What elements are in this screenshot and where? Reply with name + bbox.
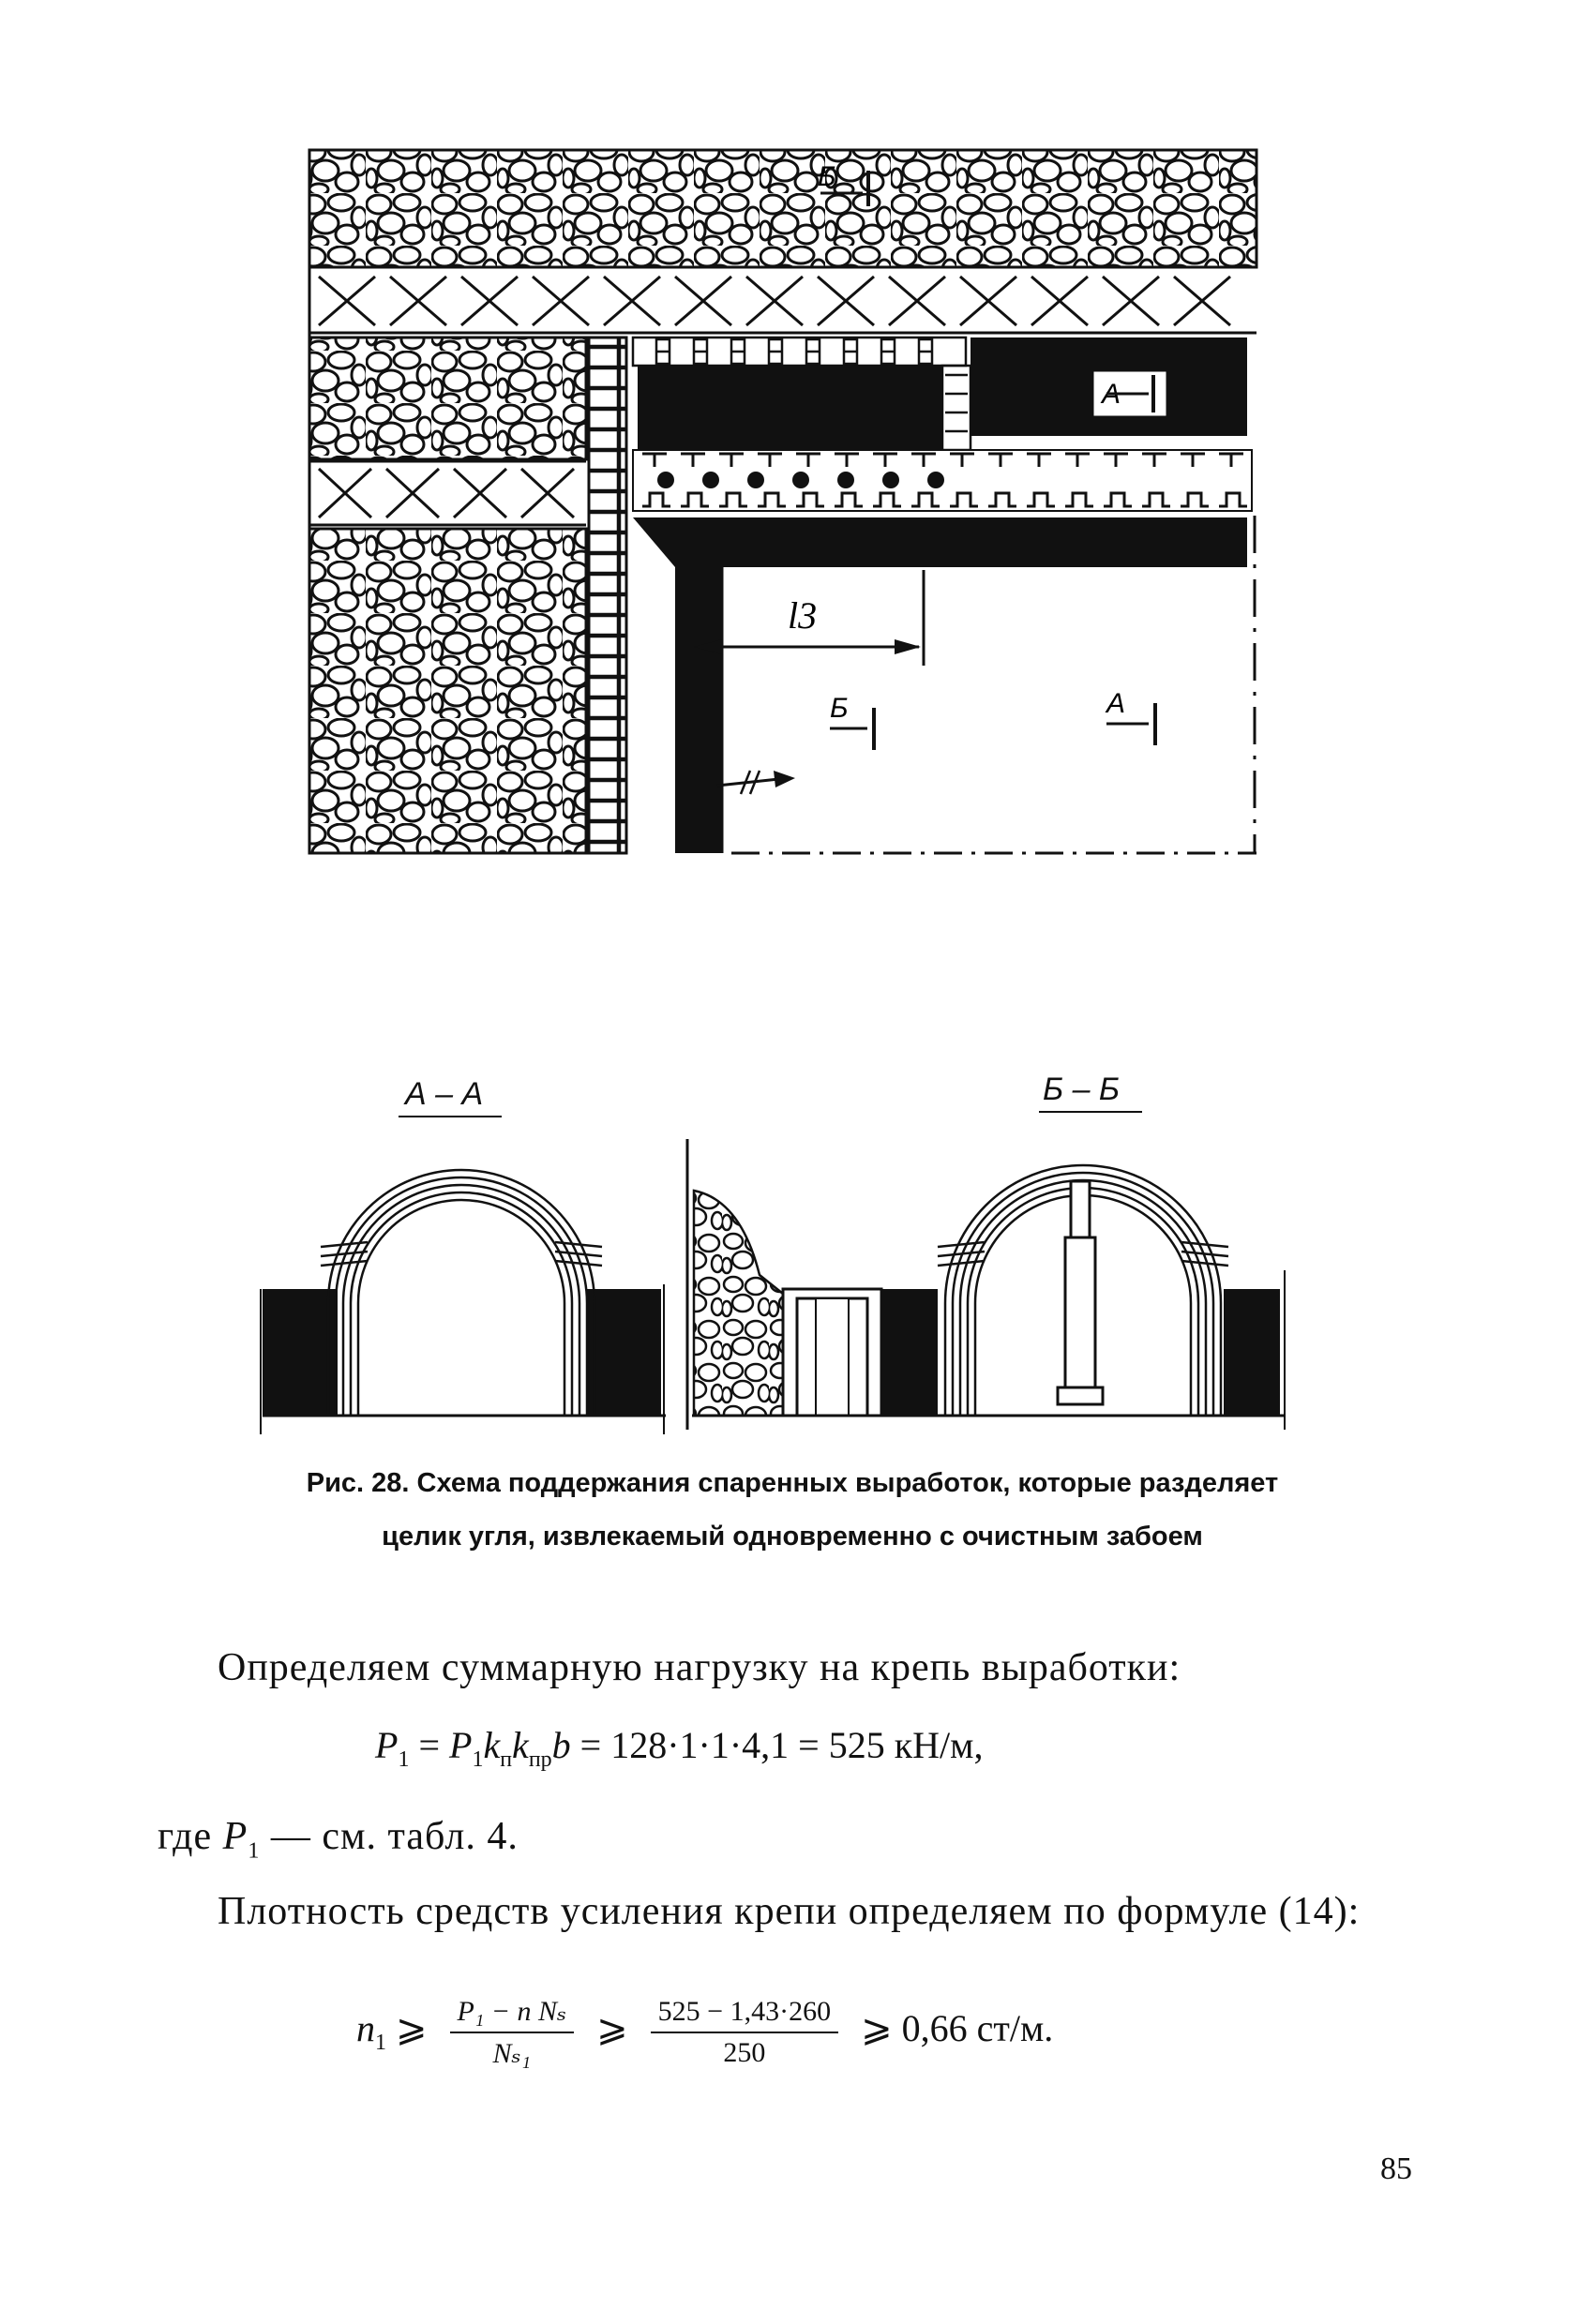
formula1-lhs: P xyxy=(375,1724,399,1766)
plan-label-b-lower: Б xyxy=(830,693,849,724)
where-rest: — см. табл. 4. xyxy=(270,1815,519,1858)
where-word: где xyxy=(158,1815,213,1858)
plan-label-a-top: А xyxy=(1102,379,1121,410)
brick-pillar xyxy=(589,337,626,853)
fraction-numeric-num: 525 − 1,43·260 xyxy=(651,1996,838,2033)
plan-label-b-upper: Б xyxy=(818,161,836,192)
section-bb-label: Б – Б xyxy=(1043,1072,1121,1107)
formula-total-load: $P_1 = P_1k_пk_{пр}b = 128\cdot 1\cdot 1\cdot 4,1 = 525$ кН/м, xyxy=(375,1724,984,1772)
formula-density: $n_1$ ⩾ $\frac{\text{P₁ − n Nₛ}}{\text{Nₛ₁}}$ ⩾ $\frac{525 - 1,43\cdot 260}{250}$ ⩾ 0,66 ст/м. xyxy=(356,1996,1054,2069)
crossed-band-left xyxy=(309,461,586,525)
fraction-symbolic-den: Nₛ₁ xyxy=(492,2038,532,2069)
fraction-symbolic xyxy=(450,1995,575,2070)
paragraph-total-load: Определяем суммарную нагрузку на крепь выработки: xyxy=(218,1646,1181,1689)
dimension-l3-label: l3 xyxy=(788,594,818,637)
plan-label-a-lower: А xyxy=(1106,688,1126,719)
rubble-left-lower xyxy=(309,529,586,853)
section-aa xyxy=(261,1170,666,1434)
coal-band-lower xyxy=(633,517,1247,853)
formula1-rhs: = 128·1·1·4,1 = 525 кН/м, xyxy=(579,1724,984,1766)
formula2-result: ⩾ 0,66 ст/м. xyxy=(861,2007,1054,2050)
section-aa-label: А – А xyxy=(405,1076,484,1112)
section-bb xyxy=(692,1165,1285,1430)
plan-view-figure xyxy=(300,141,1275,872)
paragraph-density: Плотность средств усиления крепи определяем по формуле (14): xyxy=(218,1890,1361,1933)
where-clause: где $P_1$ — см. табл. 4. xyxy=(158,1815,519,1864)
coal-pillar-upper xyxy=(638,366,942,450)
rubble-band-top xyxy=(309,150,1256,267)
figure-caption-line1: Рис. 28. Схема поддержания спаренных выработок, которые разделяет xyxy=(306,1468,1279,1498)
cross-sections-figure xyxy=(253,1059,1313,1434)
fraction-symbolic-num: P₁ − n Nₛ xyxy=(450,1995,575,2033)
rubble-left-upper xyxy=(309,337,586,459)
figure-caption-line2: целик угля, извлекаемый одновременно с очистным забоем xyxy=(382,1522,1203,1552)
page-number: 85 xyxy=(1380,2152,1412,2186)
fraction-numeric-den: 250 xyxy=(723,2037,766,2068)
roof-support-chain xyxy=(633,450,1252,511)
fraction-numeric xyxy=(651,1996,838,2069)
crossed-band-top xyxy=(309,267,1256,333)
